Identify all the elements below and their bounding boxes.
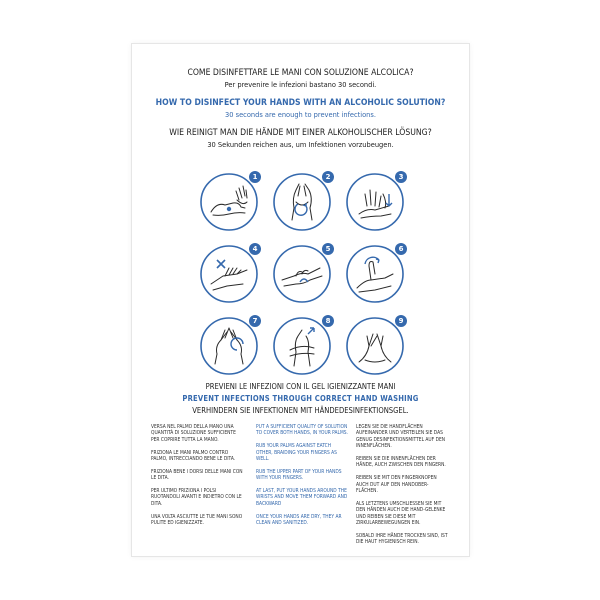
instruction-item: VERSA NEL PALMO DELLA MANO UNA QUANTITÀ DI SOLUZIONE SUFFICIENTE PER COPRIRE TUTTA LA MANO. [151, 424, 236, 443]
instruction-item: ONCE YOUR HANDS ARE DRY, THEY AR CLEAN AND SANITIZED. [256, 513, 342, 527]
prevent-german: VERHINDERN SIE INFEKTIONEN MIT HÄNDEDESINFEKTIONSGEL. [192, 406, 409, 415]
step-number: 9 [395, 315, 407, 327]
subtitle-english: 30 seconds are enough to prevent infections. [225, 110, 376, 119]
step-number: 1 [249, 171, 261, 183]
prevent-english: PREVENT INFECTIONS THROUGH CORRECT HAND WASHING [182, 394, 419, 403]
instruction-item: AT LAST, PUT YOUR HANDS AROUND THE WRISTS AND MOVE THEM FORWARD AND BACKWARD [256, 488, 348, 507]
instruction-item: PUT A SUFFICIENT QUALITY OF SOLUTION TO COVER BOTH HANDS, IN YOUR PALMS. [256, 424, 348, 437]
step-2-palm-to-palm [272, 172, 332, 232]
step-8-wrist-rub [272, 316, 332, 376]
instruction-item: PER ULTIMO FRIZIONA I POLSI RUOTANDOLI AVANTI E INDIETRO CON LE DITA. [151, 488, 242, 507]
instruction-item: SOBALD IHRE HÄNDE TROCKEN SIND, IST DIE HAUT HYGIENISCH REIN. [356, 532, 448, 546]
step-number: 5 [322, 243, 334, 255]
step-number: 3 [395, 171, 407, 183]
instructions-italian [151, 424, 243, 533]
instructions-english [256, 424, 348, 533]
title-english: HOW TO DISINFECT YOUR HANDS WITH AN ALCOHOLIC SOLUTION? [155, 98, 446, 108]
step-number: 2 [322, 171, 334, 183]
step-number: 6 [395, 243, 407, 255]
step-1-palm-pour [199, 172, 259, 232]
subtitle-german: 30 Sekunden reichen aus, um Infektionen vorzubeugen. [207, 140, 394, 149]
step-7-fingertips-rub [199, 316, 259, 376]
instruction-item: RUB THE UPPER PART OF YOUR HANDS WITH YOUR FINGERS. [256, 468, 342, 482]
step-6-thumb-rotation [345, 244, 405, 304]
instruction-item: ALS LETZTENS UMSCHLIESSEN SIE MIT DEN HÄNDEN AUCH DIE HAND-GELENKE UND REIBEN SIE DIESE MIT ZIRKULARBEWEGUNGEN EIN. [356, 500, 446, 527]
step-9-dry-hands [345, 316, 405, 376]
instruction-item: FRIZIONA BENE I DORSI DELLE MANI CON LE DITA. [151, 468, 243, 482]
step-3-palm-over-back [345, 172, 405, 232]
subtitle-italian: Per prevenire le infezioni bastano 30 secondi. [224, 80, 377, 89]
instruction-item: LEGEN SIE DIE HANDFLÄCHEN AUFEINANDER UND VERTEILEN SIE DAS GENUG DESINFEKTIONSMITTEL AUF DEN INNENFLÄCHEN. [356, 424, 446, 450]
instructions-german [356, 424, 448, 552]
instruction-item: FRIZIONA LE MANI PALMO CONTRO PALMO, INTRECCIANDO BENE LE DITA. [151, 449, 236, 463]
prevent-italian: PREVIENI LE INFEZIONI CON IL GEL IGIENIZZANTE MANI [205, 382, 396, 391]
step-number: 8 [322, 315, 334, 327]
instruction-item: REIBEN SIE MIT DEN FINGERKNOPEN AUCH DUT AUF DEN HANDOBER-FLÄCHEN. [356, 475, 437, 495]
title-italian: COME DISINFETTARE LE MANI CON SOLUZIONE ALCOLICA? [187, 68, 414, 78]
step-number: 4 [249, 243, 261, 255]
title-german: WIE REINIGT MAN DIE HÄNDE MIT EINER ALKOHOLISCHER LÖSUNG? [169, 128, 432, 138]
instruction-item: UNA VOLTA ASCIUTTE LE TUE MANI SONO PULITE ED IGIENIZZATE. [151, 513, 243, 527]
instruction-item: RUB YOUR PALMS AGAINST EATCH OTHER, BRAIDING YOUR FINGERS AS WELL. [256, 443, 337, 463]
step-number: 7 [249, 315, 261, 327]
step-5-backs-of-fingers [272, 244, 332, 304]
step-4-interlaced-fingers [199, 244, 259, 304]
instruction-item: REIBEN SIE DIE INNENFLÄCHEN DER HÄNDE, AUCH ZWISCHEN DEN FINGERN. [356, 456, 446, 469]
hand-disinfection-poster [132, 44, 469, 556]
